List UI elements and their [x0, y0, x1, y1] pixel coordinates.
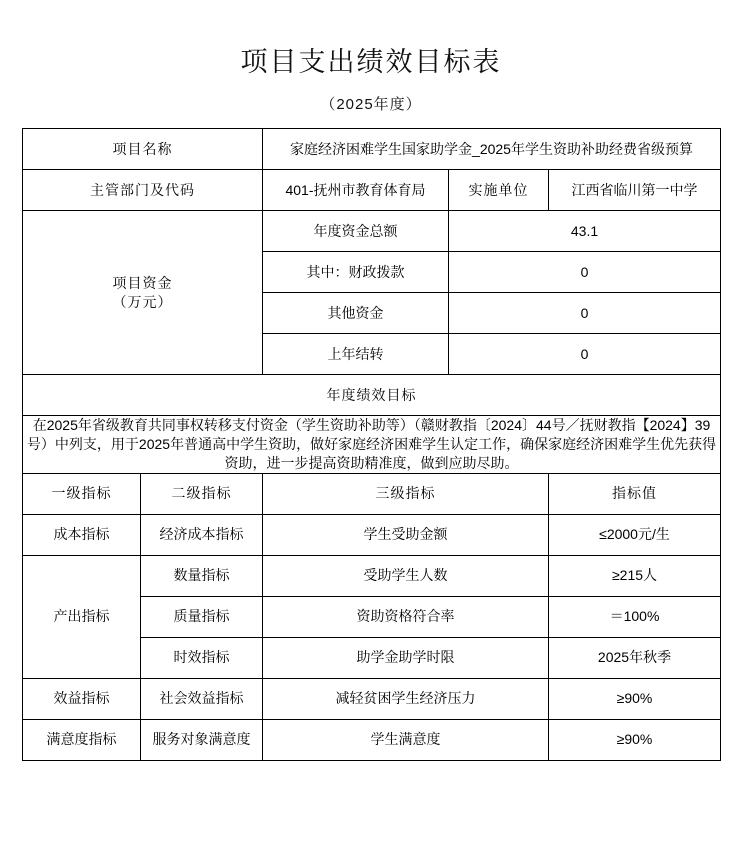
- indicator-level2: 服务对象满意度: [141, 719, 263, 760]
- indicator-level3: 减轻贫困学生经济压力: [263, 678, 549, 719]
- fund-row-name: 上年结转: [263, 334, 449, 375]
- project-name-label: 项目名称: [23, 129, 263, 170]
- indicator-level3: 学生满意度: [263, 719, 549, 760]
- indicator-level1: 效益指标: [23, 678, 141, 719]
- project-funds-label-line1: 项目资金: [112, 274, 173, 291]
- indicator-value: ≤2000元/生: [549, 514, 721, 555]
- table-row-annual-goal-text: [23, 416, 721, 474]
- page-subtitle: （2025年度）: [320, 96, 422, 113]
- indicator-level1: 满意度指标: [23, 719, 141, 760]
- project-funds-label-line2: （万元）: [112, 293, 173, 310]
- unit-value: 江西省临川第一中学: [549, 170, 721, 211]
- performance-target-table: [22, 128, 721, 761]
- indicator-header-level2: 二级指标: [141, 473, 263, 514]
- department-value: 401-抚州市教育体育局: [263, 170, 449, 211]
- annual-goal-header: 年度绩效目标: [23, 375, 721, 416]
- indicator-level1: 产出指标: [23, 555, 141, 678]
- project-funds-label: [23, 211, 263, 375]
- table-row-indicator-header: [23, 473, 721, 514]
- fund-row-value: 0: [449, 252, 721, 293]
- department-label: 主管部门及代码: [23, 170, 263, 211]
- indicator-value: 2025年秋季: [549, 637, 721, 678]
- table-row: [23, 719, 721, 760]
- table-row-fund-total: [23, 211, 721, 252]
- table-row: [23, 555, 721, 596]
- indicator-level2: 时效指标: [141, 637, 263, 678]
- indicator-level3: 受助学生人数: [263, 555, 549, 596]
- indicator-level2: 质量指标: [141, 596, 263, 637]
- indicator-header-level1: 一级指标: [23, 473, 141, 514]
- indicator-level3: 资助资格符合率: [263, 596, 549, 637]
- table-row-department: [23, 170, 721, 211]
- fund-row-value: 0: [449, 293, 721, 334]
- indicator-level2: 经济成本指标: [141, 514, 263, 555]
- indicator-value: ≥215人: [549, 555, 721, 596]
- unit-label: 实施单位: [449, 170, 549, 211]
- indicator-level3: 助学金助学时限: [263, 637, 549, 678]
- fund-row-name: 其他资金: [263, 293, 449, 334]
- indicator-header-level3: 三级指标: [263, 473, 549, 514]
- table-row-project-name: [23, 129, 721, 170]
- indicator-level3: 学生受助金额: [263, 514, 549, 555]
- indicator-header-value: 指标值: [549, 473, 721, 514]
- project-name-value: 家庭经济困难学生国家助学金_2025年学生资助补助经费省级预算: [263, 129, 721, 170]
- indicator-level1: 成本指标: [23, 514, 141, 555]
- table-row: [23, 514, 721, 555]
- fund-row-value: 43.1: [449, 211, 721, 252]
- fund-row-name: 其中：财政拨款: [263, 252, 449, 293]
- indicator-value: ＝100%: [549, 596, 721, 637]
- fund-row-value: 0: [449, 334, 721, 375]
- table-row-annual-goal-header: [23, 375, 721, 416]
- table-row: [23, 678, 721, 719]
- indicator-level2: 数量指标: [141, 555, 263, 596]
- page-title: 项目支出绩效目标表: [240, 47, 502, 78]
- indicator-level2: 社会效益指标: [141, 678, 263, 719]
- annual-goal-text: 在2025年省级教育共同事权转移支付资金（学生资助补助等）（赣财教指〔2024〕44号／抚财教指【2024】39号）中列支，用于2025年普通高中学生资助，做好家庭经济困难学生认定工作，确保家庭经济困难学生优先获得资助，进一步提高资助精准度，做到应助尽助。: [23, 416, 721, 474]
- indicator-value: ≥90%: [549, 719, 721, 760]
- fund-row-name: 年度资金总额: [263, 211, 449, 252]
- indicator-value: ≥90%: [549, 678, 721, 719]
